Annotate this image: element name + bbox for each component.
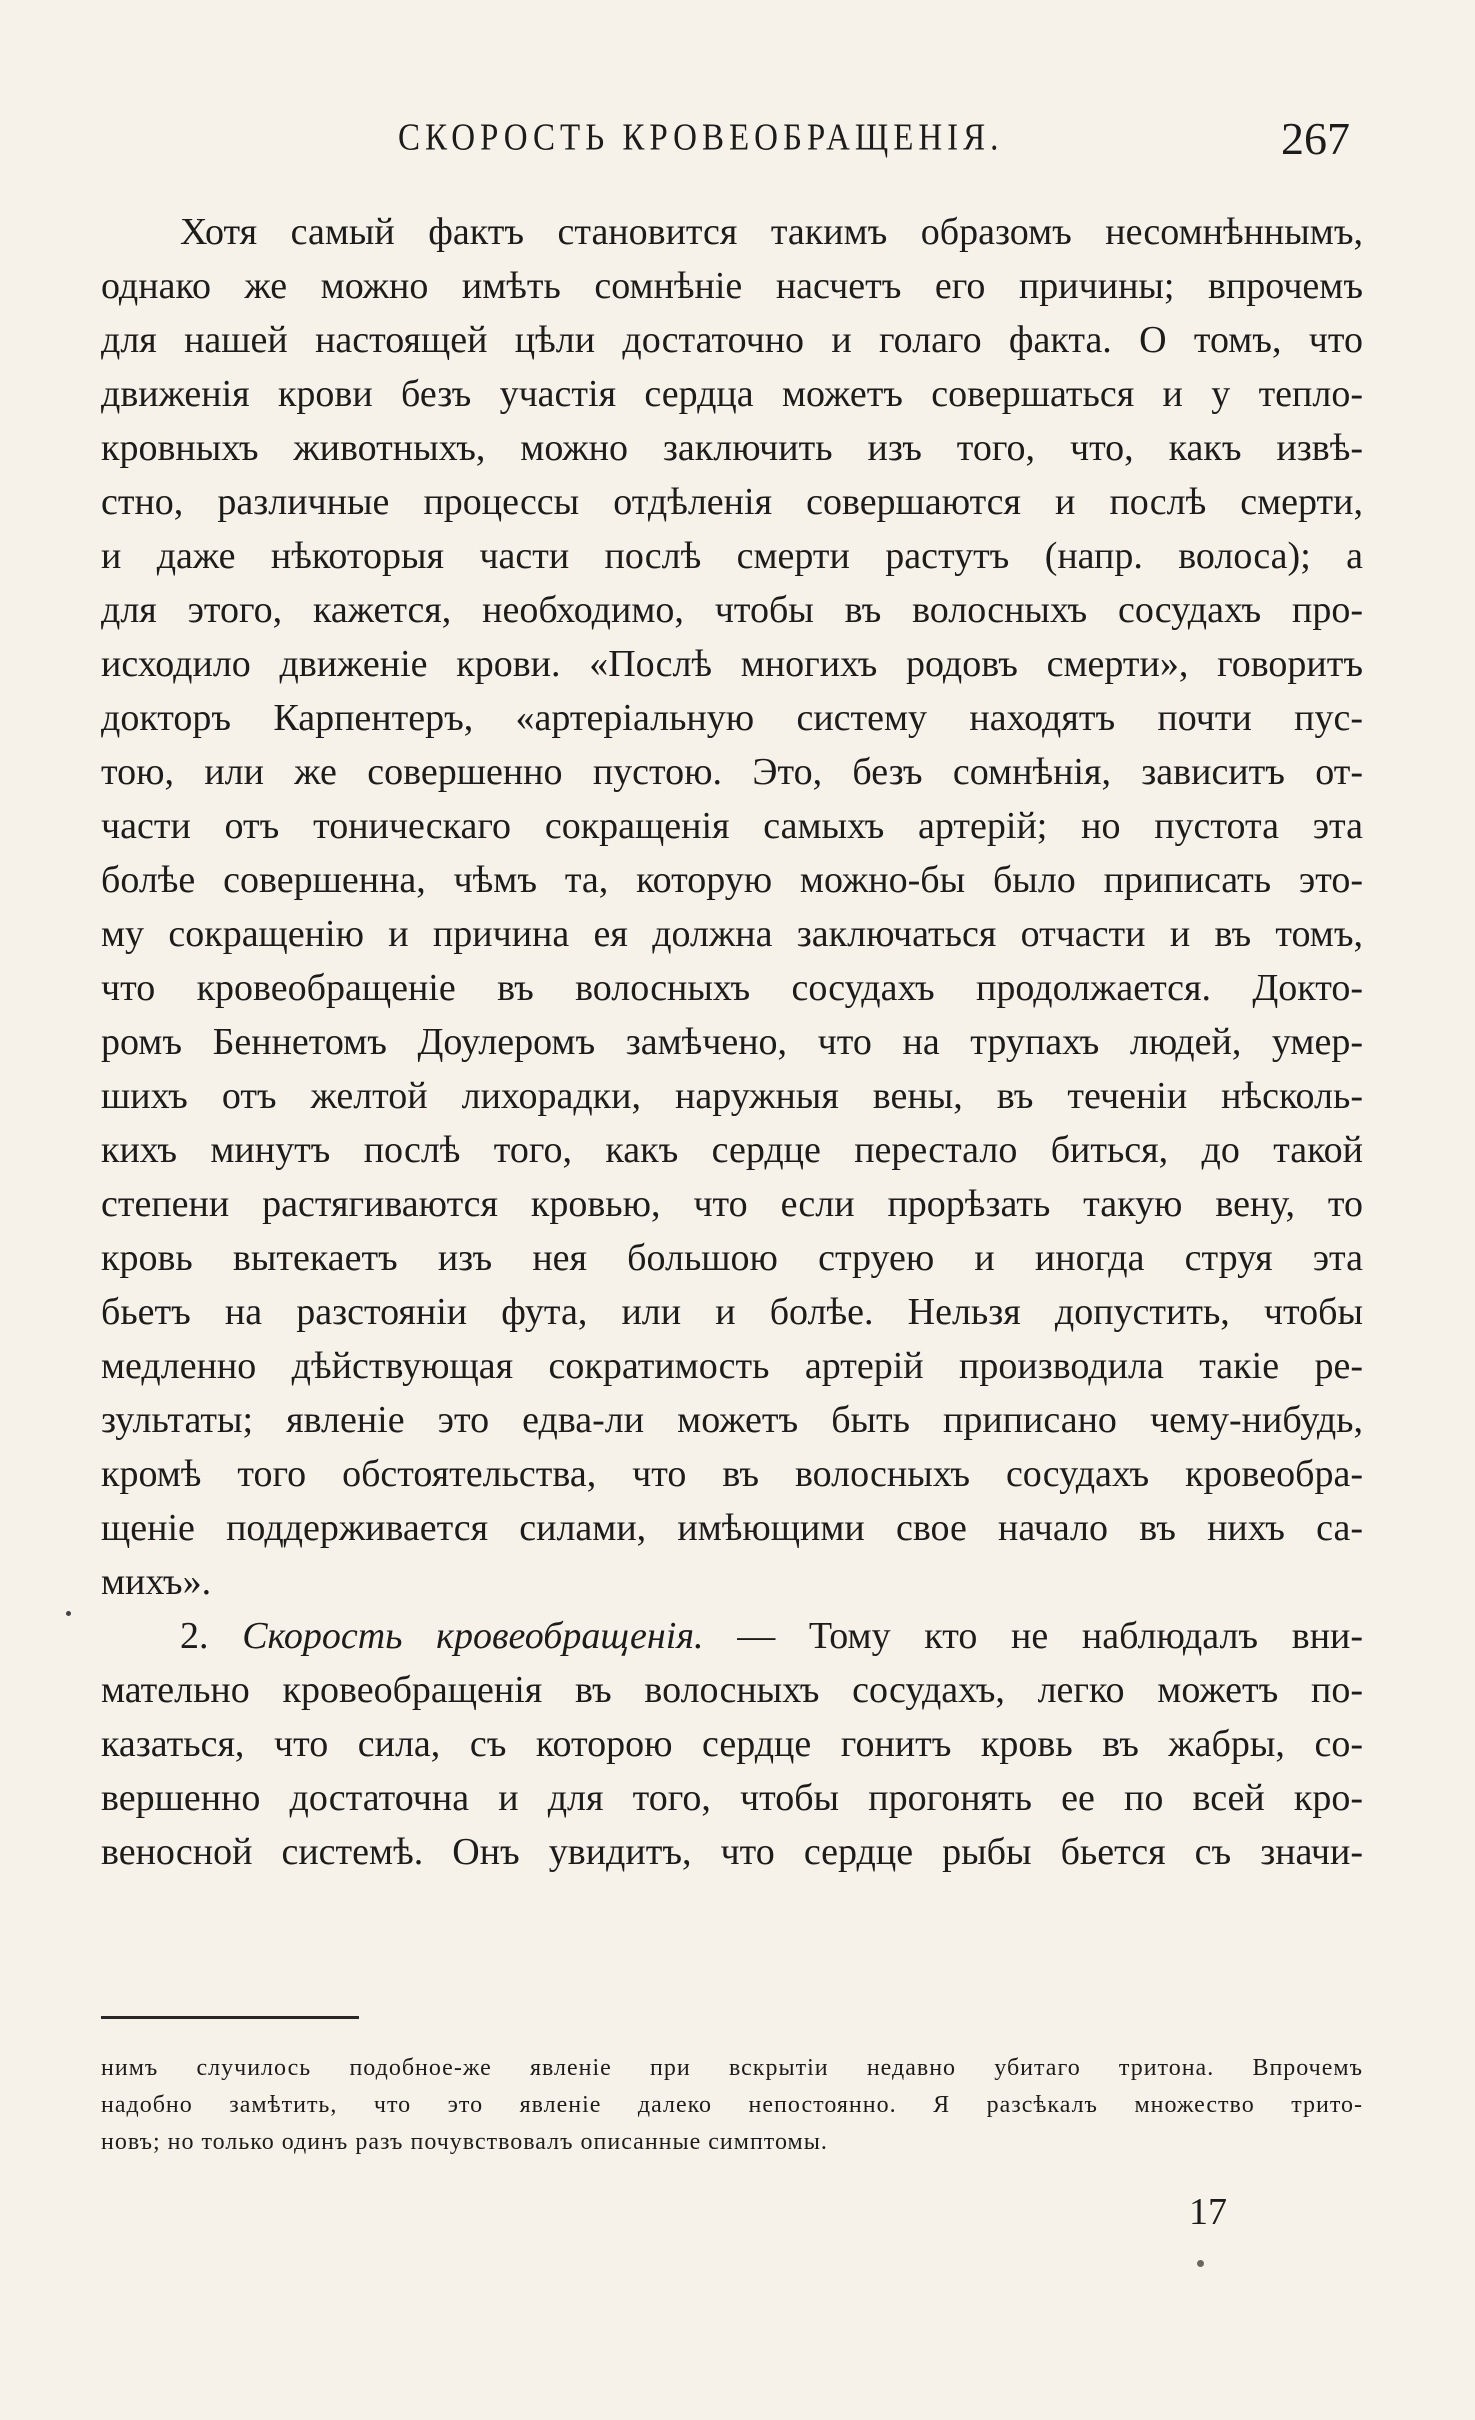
running-head-title: СКОРОСТЬ КРОВЕОБРАЩЕНІЯ.	[398, 117, 1004, 159]
text-line: однако же можно имѣть сомнѣніе насчетъ его причины; впрочемъ	[101, 265, 1363, 307]
text-line: что кровеобращеніе въ волосныхъ сосудахъ продолжается. Докто-	[101, 967, 1363, 1009]
footnote-line: надобно замѣтить, что это явленіе далеко непостоянно. Я разсѣкалъ множество трито-	[101, 2092, 1363, 2118]
text-line: мательно кровеобращенія въ волосныхъ сосудахъ, легко можетъ по-	[101, 1669, 1363, 1711]
section-first-line-text: — Тому кто не наблюдалъ вни-	[737, 1615, 1363, 1657]
ink-speck	[1197, 2260, 1204, 2267]
footnote-line: нимъ случилось подобное-же явленіе при вскрытіи недавно убитаго тритона. Впрочемъ	[101, 2055, 1363, 2081]
text-line: михъ».	[101, 1561, 212, 1603]
text-line: для нашей настоящей цѣли достаточно и голаго факта. О томъ, что	[101, 319, 1363, 361]
running-head	[0, 112, 1475, 172]
text-line: кихъ минутъ послѣ того, какъ сердце перестало биться, до такой	[101, 1129, 1363, 1171]
text-line: степени растягиваются кровью, что если прорѣзать такую вену, то	[101, 1183, 1363, 1225]
text-line: му сокращенію и причина ея должна заключаться отчасти и въ томъ,	[101, 913, 1363, 955]
text-line: шихъ отъ желтой лихорадки, наружныя вены, въ теченіи нѣсколь-	[101, 1075, 1363, 1117]
text-line: казаться, что сила, съ которою сердце гонитъ кровь въ жабры, со-	[101, 1723, 1363, 1765]
text-line: Хотя самый фактъ становится такимъ образомъ несомнѣннымъ,	[180, 211, 1363, 253]
page-number: 267	[1281, 113, 1350, 164]
text-line: тою, или же совершенно пустою. Это, безъ сомнѣнія, зависитъ от-	[101, 751, 1363, 793]
text-line: для этого, кажется, необходимо, чтобы въ волосныхъ сосудахъ про-	[101, 589, 1363, 631]
text-line: зультаты; явленіе это едва-ли можетъ быть приписано чему-нибудь,	[101, 1399, 1363, 1441]
text-line: щеніе поддерживается силами, имѣющими свое начало въ нихъ са-	[101, 1507, 1363, 1549]
text-line: кровь вытекаетъ изъ нея большою струею и иногда струя эта	[101, 1237, 1363, 1279]
text-line: и даже нѣкоторыя части послѣ смерти растутъ (напр. волоса); а	[101, 535, 1363, 577]
footnote-separator	[101, 2016, 359, 2019]
section-number: 2.	[180, 1615, 209, 1657]
text-line: кромѣ того обстоятельства, что въ волосныхъ сосудахъ кровеобра-	[101, 1453, 1363, 1495]
text-line: стно, различные процессы отдѣленія совершаются и послѣ смерти,	[101, 481, 1363, 523]
text-line: части отъ тоническаго сокращенія самыхъ артерій; но пустота эта	[101, 805, 1363, 847]
main-text	[101, 205, 1363, 1879]
text-line: ромъ Беннетомъ Доулеромъ замѣчено, что на трупахъ людей, умер-	[101, 1021, 1363, 1063]
signature-mark: 17	[1189, 2191, 1227, 2233]
section-heading-line	[101, 1609, 1363, 1663]
text-line: вершенно достаточна и для того, чтобы прогонять ее по всей кро-	[101, 1777, 1363, 1819]
footnote-line: новъ; но только одинъ разъ почувствовалъ описанные симптомы.	[101, 2129, 828, 2155]
text-line: болѣе совершенна, чѣмъ та, которую можно-бы было приписать это-	[101, 859, 1363, 901]
text-line: исходило движеніе крови. «Послѣ многихъ родовъ смерти», говоритъ	[101, 643, 1363, 685]
footnote	[101, 2050, 1363, 2161]
text-line: докторъ Карпентеръ, «артеріальную систему находятъ почти пус-	[101, 697, 1363, 739]
text-line: медленно дѣйствующая сократимость артерій производила такіе ре-	[101, 1345, 1363, 1387]
text-line: кровныхъ животныхъ, можно заключить изъ того, что, какъ извѣ-	[101, 427, 1363, 469]
text-line: движенія крови безъ участія сердца можетъ совершаться и у тепло-	[101, 373, 1363, 415]
text-line: веносной системѣ. Онъ увидитъ, что сердце рыбы бьется съ значи-	[101, 1831, 1363, 1873]
text-line: бьетъ на разстояніи фута, или и болѣе. Нельзя допустить, чтобы	[101, 1291, 1363, 1333]
margin-mark	[66, 1611, 71, 1616]
section-heading: Скорость кровеобращенія.	[242, 1615, 704, 1657]
